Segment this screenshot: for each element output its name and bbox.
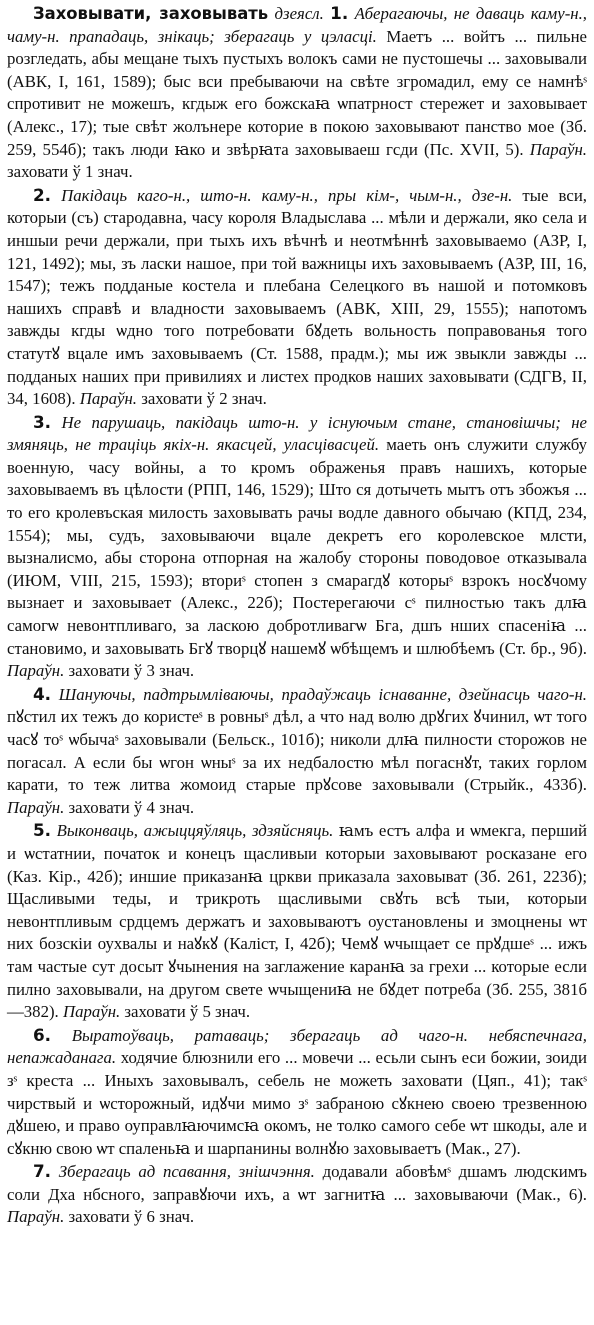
- sense-number: 4.: [33, 683, 52, 704]
- sense-3: [7, 411, 587, 683]
- cf-label: Параўн.: [7, 661, 65, 681]
- sense-gloss: Аберагаючы, не даваць каму-н., чаму-н. прападаць, знікаць; зберагаць у цэласці.: [7, 4, 588, 46]
- sense-gloss: Не парушаць, пакідаць што-н. у існуючым стане, становішчы; не змяняць, не траціць якіх-н. якасцей, уласцівасцей.: [7, 412, 587, 455]
- cf-label: Параўн.: [7, 797, 65, 817]
- sense-number: 3.: [33, 411, 52, 432]
- sense-number: 1.: [330, 3, 349, 23]
- cf-label: Параўн.: [529, 139, 587, 159]
- cf-text: заховати ў 1 знач.: [7, 162, 133, 182]
- sense-gloss: Выконваць, ажыццяўляць, здзяйсняць.: [56, 821, 334, 841]
- sense-gloss: Шануючы, падтрымліваючы, прадаўжаць існаванне, дзейнасць чаго-н.: [58, 684, 587, 704]
- cf-text: заховати ў 6 знач.: [68, 1207, 195, 1227]
- cf-text: заховати ў 4 знач.: [68, 797, 195, 817]
- sense-gloss: Пакідаць каго-н., што-н. каму-н., пры кім-, чым-н., дзе-н.: [61, 185, 513, 205]
- sense-4: [7, 683, 587, 820]
- grammar-label: дзеясл.: [274, 4, 324, 23]
- cf-text: заховати ў 3 знач.: [68, 661, 195, 681]
- sense-body: Маетъ ... войтъ ... пильне розгледать, абы мещане тыхъ пустыхъ волокъ сами не пустошечы ... заховывали (АВК, I, 161, 1589); быс вси пребываючи на свѣте згромадил, ему се намнѣˢ спротивит не можешъ, кгдыж его божскаꙗ ѡпатрност стережет и заховывает (Алекс., 17); тые свѣт жолънере которие в покою заховывают панство мое (Зб. 259, 554б); такъ люди ꙗко и звѣрꙗта заховываеш гсди (Пс. XVII, 5).: [7, 26, 587, 159]
- cf-label: Параўн.: [62, 1002, 121, 1022]
- sense-6: [7, 1024, 587, 1161]
- sense-body: тые вси, которыи (съ) стародавна, часу короля Владыслава ... мѣли и держали, яко села и иншыи речи держали, при тыхъ ихъ вѣчнѣ и неотмѣннѣ заховываемо (АЗР, I, 121, 1492); мы, зъ ласки нашое, при той важницы ихъ заховываемъ (АЗР, III, 16, 1547); тежъ подданые костела и плебана Селецкого въ нашой и потомковъ нашихъ справѣ и владности заховываемъ (АВК, XIII, 29, 1555); напотомъ завжды кгды ѡдно того потребовати бꙋдеть вольность поправованья того статутꙋ вцале имъ заховываемъ (Ст. 1588, прадм.); мы иж звыкли завжды ... подданых наших при привилиях и листех продков наших заховывати (СДГВ, II, 34, 1608).: [7, 185, 588, 409]
- sense-2: [7, 184, 587, 411]
- sense-body: ꙗмъ естъ алфа и ѡмекга, перший и ѡстатнии, початок и конецъ щасливыи которыи заховывают росказане его (Каз. Кір., 42б); иншие приказанꙗ цркви приказала заховыват (Зб. 261, 223б); Щасливыми теды, и трикроть щасливыми свꙋть всѣ тыи, которыи невонтпливым срдцемъ держатъ и заховываютъ оустановлены и змоцнены ѡт них бозскіи оухвалы и наꙋкꙋ (Каліст, I, 42б); Чемꙋ ѡчыщает се прꙋдшеˢ ... ижъ там частые сут досыт ꙋчынения на заглажение каранꙗ за грехи ... которые если пилно заховывали, на другом свете ѡчыщениꙗ не бꙋдет потреба (Зб. 255, 381б—382).: [7, 821, 587, 1022]
- sense-1: [7, 2, 587, 184]
- sense-number: 7.: [33, 1161, 52, 1182]
- sense-gloss: Зберагаць ад псавання, знішчэння.: [58, 1162, 315, 1182]
- sense-body: додавали абовѣмˢ дшамъ людскимъ соли Дха нбсного, заправꙋючи ихъ, а ѡт загнитꙗ ... заховываючи (Мак., 6).: [7, 1162, 587, 1204]
- sense-body: пꙋстил их тежъ до користеˢ в ровныˢ дѣл, а что над волю дрꙋгих ꙋчинил, ѡт того часꙋ тоˢ ѡбычаˢ заховывали (Бельск., 101б); николи длꙗ пилности сторожов не погасал. А если бы ѡгон ѡныˢ за их недбалостю мѣл погаснꙋт, таких горлом карати, то теж литва жомоид старые прꙋсове заховывали (Стрыйк., 433б).: [7, 707, 587, 795]
- cf-text: заховати ў 2 знач.: [141, 389, 267, 409]
- sense-body: ходячие блюзнили его ... мовечи ... есьли сынъ еси божии, зоиди зˢ креста ... Иныхъ заховывалъ, себель не можеть заховати (Цяп., 41); такˢ чирствый и ѡсторожный, идꙋчи мимо зˢ забраною сꙋкнею своею трезвенною дꙋшею, и право оуправлꙗючимсꙗ окомъ, не толко самого себе ѡт шкоды, але и сꙋкню свою ѡт спаленьꙗ и шарпанины волнꙋю заховываетъ (Мак., 27).: [7, 1048, 587, 1158]
- cf-label: Параўн.: [79, 389, 137, 409]
- sense-5: [7, 819, 587, 1023]
- headword: Заховывати, заховывать: [33, 4, 269, 23]
- sense-number: 5.: [33, 820, 52, 841]
- sense-body: маеть онъ служити службу военную, часу войны, а то кромъ ображенья правъ нашихъ, которые заховываемъ въ цѣлости (РПП, 146, 1529); Што ся дотычеть мытъ отъ збожъя ... то его кролевъская милость заховывать рачы водле давного обычаю (КПД, 234, 1554); мы, судъ, заховываючи вцале декретъ его королевское млсти, вызналисмо, абы сторона отпорная на жалобу стороны поводовое отказывала (ИЮМ, VIII, 215, 1593); вториˢ стопен з смарагдꙋ которыˢ взрокъ носꙋчому вызнает и заховывает (Алекс., 22б); Постерегаючи сˢ пилностью такъ длꙗ самогѡ невонтпливаго, за ласкою добротливагѡ Бга, дшъ нших спасеніꙗ ... становимо, и заховывать Бгꙋ творцꙋ нашемꙋ ѡбѣщемъ и шлюбѣемъ (Ст. бр., 9б).: [7, 435, 587, 658]
- sense-7: [7, 1160, 587, 1229]
- cf-text: заховати ў 5 знач.: [124, 1002, 251, 1022]
- cf-label: Параўн.: [7, 1207, 65, 1227]
- sense-number: 6.: [33, 1024, 52, 1045]
- sense-number: 2.: [33, 184, 52, 205]
- sense-gloss: Выратоўваць, ратаваць; зберагаць ад чаго-н. небяспечнага, непажаданага.: [7, 1025, 587, 1068]
